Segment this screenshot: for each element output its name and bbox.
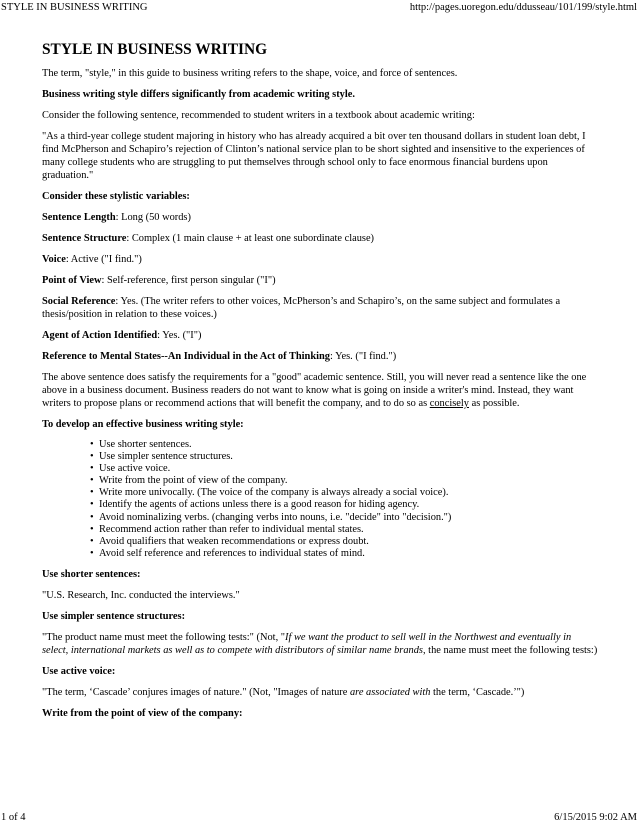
list-item: • Recommend action rather than refer to individual mental states. [99,524,599,536]
list-item: • Use active voice. [99,463,599,475]
active-text-end: the term, ‘Cascade.’") [430,686,525,698]
variable-item [42,350,599,363]
variable-label: Agent of Action Identified [42,330,158,341]
list-item: • Avoid nominalizing verbs. (changing verbs into nouns, i.e. "decide" into "decision.") [99,512,599,524]
variable-value: : Complex (1 main clause + at least one subordinate clause) [126,233,375,244]
article [42,41,599,728]
variable-value: : Active ("I find.") [65,254,142,265]
variables-heading-text: Consider these stylistic variables: [42,191,190,202]
list-item: • Avoid qualifiers that weaken recommendations or express doubt. [99,536,599,548]
list-item: • Write more univocally. (The voice of the company is always already a social voice). [99,487,599,499]
differs-statement [42,88,599,101]
variable-item [42,232,599,245]
variable-item [42,295,599,321]
print-header-title: STYLE IN BUSINESS WRITING [1,2,148,13]
variable-label: Social Reference [42,296,116,307]
satisfy-paragraph [42,371,599,410]
example-quote: "As a third-year college student majoring in history who has already acquired a bit over ten thousand dollars in student loan debt, I find McPherson and Schapiro’s rejection of Clinton’s national service plan to be short sighted and insensitive to the experiences of many college students who are struggling to put themselves through school only to face enormous financial burdens upon graduation." [42,131,586,181]
simpler-text-end: , the name must meet the following tests:) [422,644,598,656]
pov-heading [42,707,599,720]
differs-text: Business writing style differs significantly from academic writing style. [42,89,355,100]
develop-heading [42,418,599,431]
list-item: • Use simpler sentence structures. [99,451,599,463]
simpler-text: "The product name must meet the following tests:" (Not, " [42,631,286,643]
print-datetime: 6/15/2015 9:02 AM [554,812,637,823]
page-count: 1 of 4 [1,812,26,823]
active-italic: are associated with [349,686,431,698]
variable-item [42,211,599,224]
simpler-italic: If we want the product to sell well in the Northwest and eventually in select, international markets as well as to compete with distributors of similar name brands [42,631,572,656]
shorter-heading-text: Use shorter sentences: [42,568,141,580]
simpler-heading [42,610,599,623]
variable-label: Sentence Structure [42,233,127,244]
variable-value: : Yes. ("I") [157,330,202,341]
variables-heading [42,190,599,203]
variable-item [42,329,599,342]
variable-item [42,274,599,287]
shorter-heading [42,568,599,581]
page-title: STYLE IN BUSINESS WRITING [42,41,268,58]
simpler-heading-text: Use simpler sentence structures: [42,610,186,622]
variable-value: : Long (50 words) [115,212,191,223]
variable-label: Voice [42,254,66,265]
active-heading [42,665,599,678]
consider-paragraph: Consider the following sentence, recommended to student writers in a textbook about academic writing: [42,110,475,121]
pov-heading-text: Write from the point of view of the company: [42,707,243,719]
develop-heading-text: To develop an effective business writing style: [42,419,244,430]
list-item: • Use shorter sentences. [99,439,599,451]
shorter-example: "U.S. Research, Inc. conducted the interviews." [42,589,240,601]
active-text: "The term, ‘Cascade’ conjures images of nature." (Not, "Images of nature [42,686,350,698]
satisfy-text-end: as possible. [468,398,520,409]
active-example [42,686,599,699]
active-heading-text: Use active voice: [42,665,116,677]
variable-label: Reference to Mental States--An Individual in the Act of Thinking [42,351,330,362]
variable-value: : Yes. (The writer refers to other voices, McPherson’s and Schapiro’s, on the same subject and formulates a thesis/position in relation to these voices.) [42,296,561,320]
variable-value: : Yes. ("I find.") [329,351,397,362]
tips-list [42,439,599,560]
list-item: • Identify the agents of actions unless there is a good reason for hiding agency. [99,499,599,511]
intro-paragraph: The term, "style," in this guide to business writing refers to the shape, voice, and force of sentences. [42,68,458,79]
simpler-example [42,631,599,657]
variable-label: Point of View [42,275,102,286]
variable-value: : Self-reference, first person singular ("I") [101,275,276,286]
variable-label: Sentence Length [42,212,116,223]
variable-item [42,253,599,266]
list-item: • Avoid self reference and references to individual states of mind. [99,548,599,560]
concisely-link[interactable]: concisely [429,398,469,409]
print-header-url: http://pages.uoregon.edu/ddusseau/101/199/style.html [409,2,637,13]
satisfy-text: The above sentence does satisfy the requirements for a "good" academic sentence. Still, you will never read a sentence like the one above in a business document. Business readers do not want to know what is going on inside a writer's mind. Instead, they want writers to propose plans or recommend actions that will benefit the company, and to do so as [42,372,587,409]
list-item: • Write from the point of view of the company. [99,475,599,487]
